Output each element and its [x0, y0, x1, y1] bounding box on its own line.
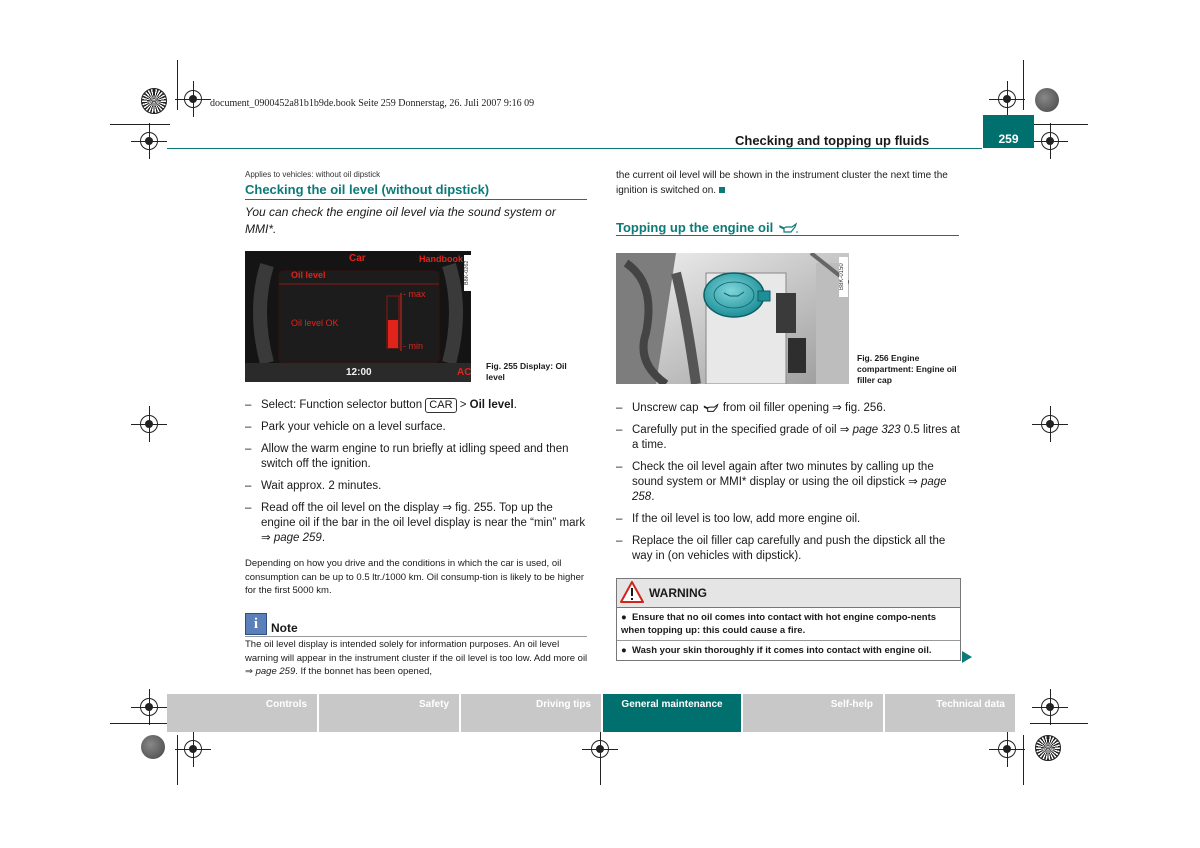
note-text: The oil level display is intended solely for information purposes. An oil level warning will appear in the instrument cluster if the oil level is too low. Add more oil ⇒ page 259. If the bonnet has been opened, — [245, 639, 588, 677]
crop-mark — [998, 90, 1016, 108]
list-item: – Check the oil level again after two minutes by calling up the sound system or MMI* display or using the oil dipstick ⇒ page 258. — [616, 460, 961, 505]
topping-up-steps — [616, 401, 961, 571]
file-header: document_0900452a81b1b9de.book Seite 259 Donnerstag, 26. Juli 2007 9:16 09 — [210, 98, 535, 109]
list-item: – Replace the oil filler cap carefully and push the dipstick all the way in (on vehicles with dipstick). — [616, 534, 961, 564]
page-reference[interactable]: page 259 — [273, 532, 322, 544]
end-of-section-marker — [719, 187, 725, 193]
display-min-label: - min — [403, 341, 424, 351]
continuation-text: the current oil level will be shown in the instrument cluster the next time the ignition is switched on. — [616, 170, 948, 196]
heading-rule — [245, 199, 587, 200]
display-status: Oil level OK — [291, 318, 339, 328]
header-rule — [167, 148, 982, 149]
crop-mark — [998, 740, 1016, 758]
crop-mark — [140, 415, 158, 433]
registration-starburst — [141, 88, 167, 114]
page-number: 259 — [983, 115, 1034, 148]
crop-mark — [140, 698, 158, 716]
display-item: Oil level — [291, 270, 326, 280]
crop-mark — [1041, 132, 1059, 150]
checking-steps — [245, 398, 590, 553]
display-menu: Car — [349, 253, 366, 264]
oil-can-icon — [778, 222, 798, 234]
list-item: – Park your vehicle on a level surface. — [245, 420, 590, 435]
list-item: – Unscrew cap from oil filler opening ⇒ fig. 256. — [616, 401, 961, 416]
crop-mark — [591, 740, 609, 758]
figure-255-caption: Fig. 255 Display: Oil level — [486, 361, 567, 382]
page-reference[interactable]: page 259 — [255, 666, 296, 677]
warning-title: WARNING — [649, 586, 707, 600]
page-reference[interactable]: page 323 — [852, 424, 901, 436]
list-item: – Allow the warm engine to run briefly at idling speed and then switch off the ignition. — [245, 442, 590, 472]
nav-tab-controls[interactable]: Controls — [167, 694, 317, 732]
note-title: Note — [271, 621, 298, 635]
nav-tab-driving-tips[interactable]: Driving tips — [461, 694, 601, 732]
nav-tab-general-maintenance[interactable]: General maintenance — [603, 694, 741, 732]
warning-header — [617, 579, 960, 608]
applies-to: Applies to vehicles: without oil dipstick — [245, 170, 381, 179]
engine-compartment-figure — [616, 253, 849, 384]
note-rule — [245, 636, 587, 637]
section-heading: Checking the oil level (without dipstick) — [245, 182, 490, 197]
display-time: 12:00 — [346, 367, 372, 378]
next-page-arrow-icon[interactable] — [962, 651, 972, 663]
display-ac: AC — [457, 367, 471, 378]
crop-mark — [1041, 698, 1059, 716]
list-item: – Read off the oil level on the display ⇒ fig. 255. Top up the engine oil if the bar in the oil level display is near the “min” mark ⇒ page 259. — [245, 501, 590, 546]
oil-can-icon — [702, 403, 720, 413]
registration-starburst — [1035, 735, 1061, 761]
figure-256-caption: Fig. 256 Engine compartment: Engine oil filler cap — [857, 353, 957, 385]
display-menu-right: Handbook — [419, 254, 463, 264]
oil-level-display-figure — [245, 251, 471, 382]
warning-item: ● Ensure that no oil comes into contact with hot engine compo-nents when topping up: this could cause a fire. — [617, 608, 960, 641]
list-item: – Select: Function selector button CAR > Oil level. — [245, 398, 590, 413]
car-key: CAR — [425, 398, 456, 413]
nav-tab-self-help[interactable]: Self-help — [743, 694, 883, 732]
consumption-paragraph: Depending on how you drive and the conditions in which the car is used, oil consumption can be up to 0.5 ltr./1000 km. Oil consump-tion is likely to be higher for the first 5000 km. — [245, 558, 585, 596]
list-item: – Carefully put in the specified grade of oil ⇒ page 323 0.5 litres at a time. — [616, 423, 961, 453]
running-title: Checking and topping up fluids — [735, 133, 930, 148]
warning-item: ● Wash your skin thoroughly if it comes into contact with engine oil. — [621, 645, 932, 656]
intro-text: You can check the engine oil level via the sound system or MMI*. — [245, 205, 556, 236]
engine-artwork — [616, 253, 849, 384]
figure-id-code: B8K-0262 — [464, 255, 471, 291]
warning-triangle-icon — [620, 581, 644, 603]
crop-mark — [184, 740, 202, 758]
info-icon: i — [245, 613, 267, 635]
list-item: – If the oil level is too low, add more engine oil. — [616, 512, 961, 527]
nav-tab-safety[interactable]: Safety — [319, 694, 459, 732]
topping-up-heading: Topping up the engine oil — [616, 219, 961, 237]
crop-mark — [140, 132, 158, 150]
registration-dot — [141, 735, 165, 759]
heading-rule — [616, 235, 959, 236]
crop-mark — [1041, 415, 1059, 433]
registration-dot — [1035, 88, 1059, 112]
crop-mark — [184, 90, 202, 108]
display-artwork — [245, 251, 471, 382]
nav-tab-technical-data[interactable]: Technical data — [885, 694, 1015, 732]
oil-level-bar — [388, 320, 398, 348]
page-reference[interactable]: page 258 — [632, 476, 947, 503]
figure-id-code: B8K-0150 — [839, 257, 848, 297]
list-item: – Wait approx. 2 minutes. — [245, 479, 590, 494]
warning-box — [616, 578, 961, 661]
display-max-label: - max — [403, 289, 426, 299]
